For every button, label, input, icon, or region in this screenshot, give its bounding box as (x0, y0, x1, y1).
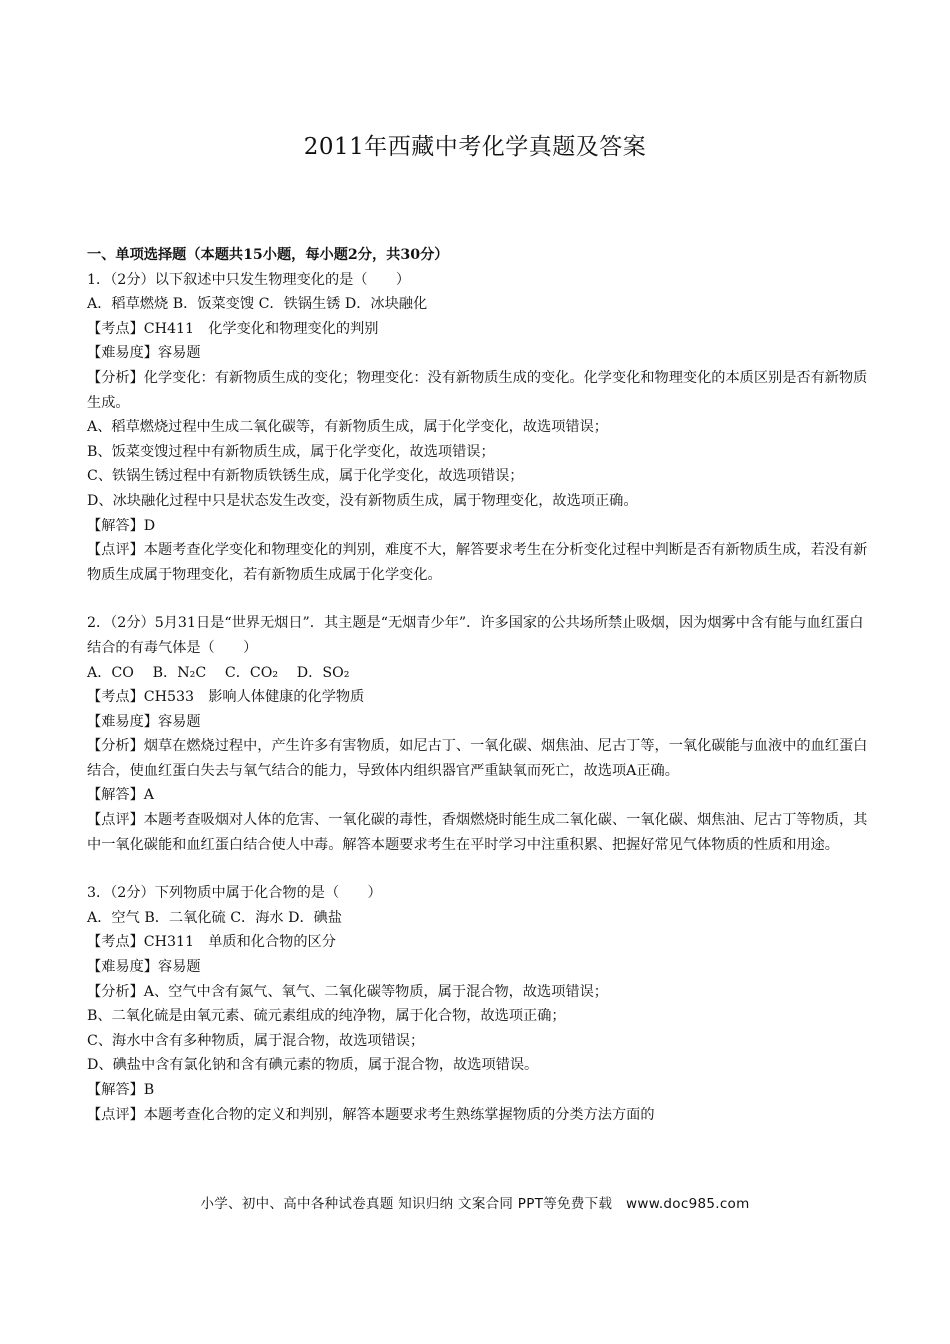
question-1-analysis-a: A、稻草燃烧过程中生成二氧化碳等，有新物质生成，属于化学变化，故选项错误； (87, 419, 608, 436)
question-2-comment: 【点评】本题考查吸烟对人体的危害、一氧化碳的毒性，香烟燃烧时能生成二氧化碳、一氧化碳、烟焦油、尼古丁等物质，其中一氧化碳能和血红蛋白结合使人中毒。解答本题要求考生在平时学习中注重积累、把握好常见气体物质的性质和用途。 (87, 812, 868, 853)
question-1-analysis-b: B、饭菜变馊过程中有新物质生成，属于化学变化，故选项错误； (87, 443, 495, 460)
question-2-analysis: 【分析】烟草在燃烧过程中，产生许多有害物质，如尼古丁、一氧化碳、烟焦油、尼古丁等，一氧化碳能与血液中的血红蛋白结合，使血红蛋白失去与氧气结合的能力，导致体内组织器官严重缺氧而死亡，故选项A正确。 (87, 738, 868, 779)
question-1-analysis-d: D、冰块融化过程中只是状态发生改变，没有新物质生成，属于物理变化，故选项正确。 (87, 492, 638, 509)
question-3-comment: 【点评】本题考查化合物的定义和判别，解答本题要求考生熟练掌握物质的分类方法方面的 (87, 1106, 655, 1123)
document-title: 2011年西藏中考化学真题及答案 (303, 134, 647, 160)
question-1-options: A．稻草燃烧 B．饭菜变馊 C．铁锅生锈 D．冰块融化 (87, 296, 428, 313)
question-1-analysis-c: C、铁锅生锈过程中有新物质铁锈生成，属于化学变化，故选项错误； (87, 468, 524, 485)
question-2-answer: 【解答】A (87, 787, 154, 804)
question-2-kaodian: 【考点】CH533 影响人体健康的化学物质 (87, 689, 365, 706)
question-2-options: A．CO B．N₂C C．CO₂ D．SO₂ (87, 664, 350, 681)
question-1-analysis: 【分析】化学变化：有新物质生成的变化；物理变化：没有新物质生成的变化。化学变化和物理变化的本质区别是否有新物质生成。 (87, 369, 868, 411)
question-1-kaodian: 【考点】CH411 化学变化和物理变化的判别 (87, 320, 379, 337)
page-footer: 小学、初中、高中各种试卷真题 知识归纳 文案合同 PPT等免费下载 www.doc985.com (200, 1196, 750, 1212)
question-3-answer: 【解答】B (87, 1082, 155, 1098)
question-3-kaodian: 【考点】CH311 单质和化合物的区分 (87, 934, 336, 951)
question-3-analysis-d: D、碘盐中含有氯化钠和含有碘元素的物质，属于混合物，故选项错误。 (87, 1057, 539, 1074)
question-3-options: A．空气 B．二氧化硫 C．海水 D．碘盐 (87, 909, 343, 926)
question-1-difficulty: 【难易度】容易题 (87, 345, 201, 362)
question-1-comment: 【点评】本题考查化学变化和物理变化的判别，难度不大，解答要求考生在分析变化过程中判断是否有新物质生成，若没有新物质生成属于物理变化，若有新物质生成属于化学变化。 (87, 542, 868, 583)
question-1-stem: 1．（2分）以下叙述中只发生物理变化的是（ ） (87, 271, 411, 288)
question-2-difficulty: 【难易度】容易题 (87, 713, 201, 730)
section-heading: 一、单项选择题（本题共15小题，每小题2分，共30分） (87, 247, 449, 263)
question-2-stem: 2．（2分）5月31日是“世界无烟日”．其主题是“无烟青少年”．许多国家的公共场所禁止吸烟，因为烟雾中含有能与血红蛋白结合的有毒气体是（ ） (87, 615, 864, 656)
question-3-analysis-b: B、二氧化硫是由氧元素、硫元素组成的纯净物，属于化合物，故选项正确； (87, 1008, 566, 1025)
question-3-analysis-c: C、海水中含有多种物质，属于混合物，故选项错误； (87, 1032, 425, 1049)
question-3-difficulty: 【难易度】容易题 (87, 959, 201, 976)
question-1-answer: 【解答】D (87, 517, 156, 534)
document-body (87, 243, 877, 1127)
question-3-stem: 3．（2分）下列物质中属于化合物的是（ ） (87, 885, 382, 902)
question-3-analysis: 【分析】A、空气中含有氮气、氧气、二氧化碳等物质，属于混合物，故选项错误； (87, 983, 608, 1000)
